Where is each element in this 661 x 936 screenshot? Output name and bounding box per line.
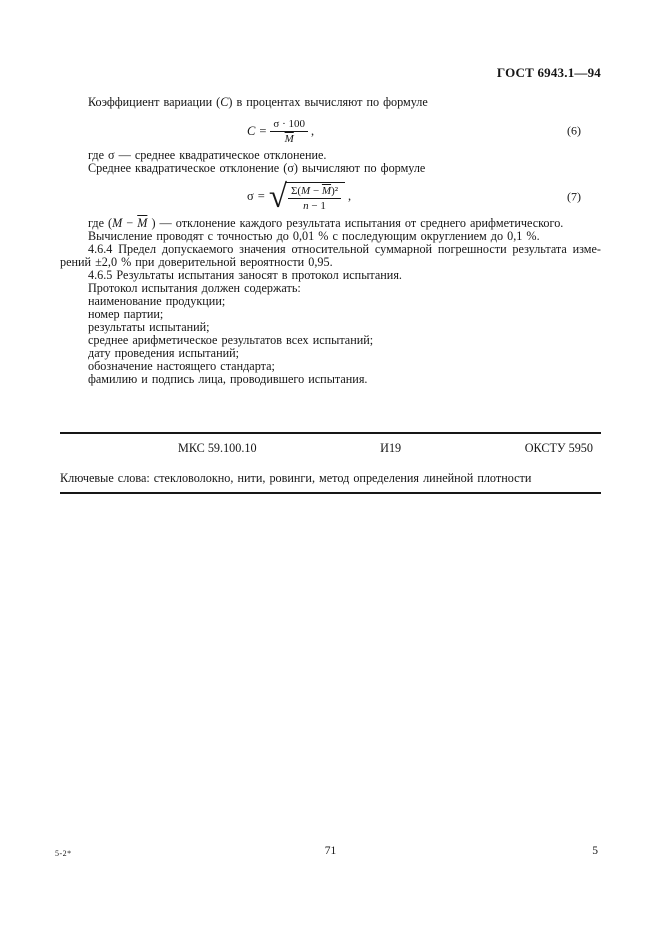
formula-7-expression (247, 178, 352, 215)
paragraph-464-line1: 4.6.4 Предел допускаемого значения относительной суммарной погрешности результата изме- (88, 242, 601, 256)
formula-7-fraction (288, 185, 341, 212)
paragraph-stddev: Среднее квадратическое отклонение (σ) вычисляют по формуле (88, 161, 426, 175)
formula-6 (60, 115, 601, 147)
document-index: И19 (380, 441, 402, 455)
divider (60, 492, 601, 494)
keywords-line: Ключевые слова: стекловолокно, нити, ровинги, метод определения линейной плотности (60, 471, 532, 485)
radical-sign-icon: √ (268, 178, 287, 215)
protocol-list-item: наименование продукции; (88, 294, 226, 308)
formula-6-lhs: C (247, 123, 256, 138)
formula-7 (60, 177, 601, 217)
formula-7-lhs: σ (247, 189, 254, 204)
variable-c: C (220, 95, 229, 109)
protocol-list-item: номер партии; (88, 307, 164, 321)
where-sigma-line: где σ — среднее квадратическое отклонение. (88, 148, 327, 162)
square-root (268, 178, 345, 215)
paragraph-variation (60, 96, 601, 109)
where-m-line: где ($M - \overline{M}$ ) — отклонение каждого результата испытания от среднего арифметического. (88, 216, 564, 230)
formula-6-denominator: M (284, 132, 294, 145)
formula-6-number: (6) (567, 123, 581, 138)
page-content (60, 66, 601, 494)
formula-6-fraction (270, 118, 308, 145)
formula-7-numerator: $\Sigma(M - \overline{M})^2$ (288, 185, 341, 199)
protocol-list-item: среднее арифметическое результатов всех испытаний; (88, 333, 374, 347)
protocol-list-item: дату проведения испытаний; (88, 346, 240, 360)
paragraph-variation-post: ) в процентах вычисляют по формуле (228, 95, 428, 109)
classification-row (60, 442, 601, 455)
formula-7-denominator: n − 1 (303, 199, 326, 212)
protocol-intro: Протокол испытания должен содержать: (88, 281, 301, 295)
protocol-list-item: фамилию и подпись лица, проводившего испытания. (88, 372, 368, 386)
okstu-code: ОКСТУ 5950 (524, 441, 593, 455)
divider (60, 432, 601, 434)
doc-number: ГОСТ 6943.1—94 (496, 65, 601, 80)
paragraph-calculation: Вычисление проводят с точностью до 0,01 % с последующим округлением до 0,1 %. (88, 229, 540, 243)
formula-6-numerator: σ · 100 (270, 118, 308, 132)
page-number-center: 71 (324, 845, 337, 857)
page-number-right: 5 (592, 845, 598, 857)
formula-7-comma: , (348, 189, 352, 204)
paragraph-465: 4.6.5 Результаты испытания заносят в протокол испытания. (88, 268, 402, 282)
paragraph-464-line2: рений ±2,0 % при доверительной вероятности 0,95. (60, 255, 333, 269)
protocol-list-item: обозначение настоящего стандарта; (88, 359, 275, 373)
radicand (285, 182, 345, 212)
formula-7-number: (7) (567, 189, 581, 204)
protocol-list-item: результаты испытаний; (88, 320, 210, 334)
mks-code: МКС 59.100.10 (178, 441, 257, 455)
equals-sign: = (257, 189, 265, 204)
formula-6-expression (247, 118, 314, 145)
formula-6-comma: , (311, 123, 315, 138)
equals-sign: = (259, 123, 267, 138)
paragraph-variation-pre: Коэффициент вариации ( (88, 95, 221, 109)
sheet-signature-note: 5-2* (55, 849, 72, 858)
